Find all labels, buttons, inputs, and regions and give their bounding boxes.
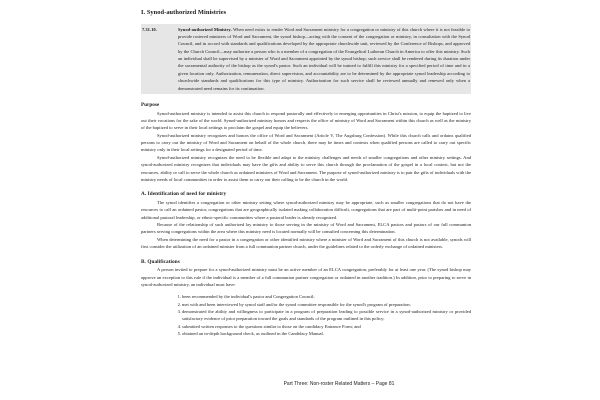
provision-text: When need exists to render Word and Sacrament ministry for a congregation or ministry of this church where it is not feasible to provide rostered ministers of Word and Sacrament, the synod bishop—acting with the consent of the congregation or ministry, in consultation with the Synod Council, and in accord with standards and qualifications developed by the appropriate churchwide unit, reviewed by the Conference of Bishops, and approved by the Church Council—may authorize a person who is a member of a congregation of the Evangelical Lutheran Church in America to offer this ministry. Such an individual shall be supervised by a minister of Word and Sacrament appointed by the synod bishop; such service shall be rendered during its duration under the sacramental authority of the bishop as the synod's pastor. Such an individual will be trained to fulfill this ministry for a specified period of time and in a given location only. Authorization, remuneration, direct supervision, and accountability are to be determined by the appropriate synod leadership according to churchwide standards and qualifications for this type of ministry. Authorization for such service shall be reviewed annually and renewed only when a demonstrated need remains for its continuation. bbox=[178, 26, 470, 91]
list-item-text: met with and been interviewed by synod staff and/or the synod committee responsible for the synod's program of preparation; bbox=[182, 301, 411, 307]
purpose-paragraph-1: Synod-authorized ministry is intended to assist this church to respond pastorally and effectively to emerging opportunities in Christ's mission, to equip the baptized to live out their vocations for the sake of the world. Synod-authorized ministry honors and respects the office of ministry of Word and Sacrament within this church as well as the ministry of the baptized to serve in their local settings to proclaim the gospel and equip the believers. bbox=[141, 110, 471, 131]
section-heading-purpose: Purpose bbox=[141, 101, 160, 108]
list-item bbox=[141, 323, 471, 330]
section-b-paragraph-1: A person invited to prepare for a synod-authorized ministry must be an active member of an ELCA congregation, preferably for at least one year. (The synod bishop may approve an exception to this rule if the individual is a member of a full communion partner congregation or ordained in another tradition.) In addition, prior to preparing to serve in synod-authorized ministry, an individual must have: bbox=[141, 267, 471, 287]
section-spacer bbox=[141, 251, 471, 259]
list-item-text: demonstrated the ability and willingness to participate in a program of preparation leading to possible service in a synod-authorized ministry or provided satisfactory evidence of prior preparation toward the goals and standards of the program outlined in this policy; bbox=[182, 309, 471, 322]
list-item-text: obtained an in-depth background check, as outlined in the Candidacy Manual. bbox=[182, 331, 324, 337]
section-heading-qualifications: B. Qualifications bbox=[141, 258, 180, 265]
page-footer bbox=[0, 381, 600, 387]
list-item-number: 5. bbox=[177, 331, 181, 337]
list-item-number: 4. bbox=[177, 323, 181, 329]
purpose-paragraph-2: Synod-authorized ministry recognizes and honors the office of Word and Sacrament (Article V, The Augsburg Confession). While this church calls and ordains qualified persons to carry out the ministry of Word and Sacrament on behalf of the whole church, there may be times and contexts when qualified persons are called to carry out specific ministry only in their local settings for a designated period of time. bbox=[141, 132, 471, 153]
provision-number: 7.31.10. bbox=[142, 26, 157, 32]
section-a-paragraph-2: Because of the relationship of such authorized lay ministry to those serving in the ministry of Word and Sacrament, ELCA pastors and pastors of our full communion partners serving congregations within the area where this ministry need is located normally will be consulted concerning this determination. bbox=[141, 222, 471, 235]
section-spacer bbox=[141, 183, 471, 191]
provision-paragraph bbox=[142, 26, 470, 92]
list-item-text: been recommended by the individual's pastor and Congregation Council; bbox=[182, 294, 315, 300]
footer-text: Part Three: Non-roster Related Matters – Page 81 bbox=[283, 381, 395, 387]
purpose-paragraph-3: Synod-authorized ministry recognizes the need to be flexible and adapt to the ministry challenges and needs of smaller congregations and other ministry settings. And synod-authorized ministry recognizes that individuals may have the gifts and ability to serve this church through the proclamation of the gospel in a local context, but not the resources, ability or call to serve the whole church as ordained ministers of Word and Sacrament. The purpose of synod-authorized ministry is to pair the gifts of individuals with the ministry needs of local communities in order to assist them to carry out their calling to be the church in the world. bbox=[141, 154, 471, 182]
list-item bbox=[141, 293, 471, 300]
section-heading-identification-of-need: A. Identification of need for ministry bbox=[141, 191, 227, 198]
list-item-text: submitted written responses to the questions similar to those on the candidacy Entrance Form; and bbox=[182, 323, 361, 329]
list-item-number: 3. bbox=[177, 309, 181, 315]
constitutional-provision-block bbox=[141, 24, 471, 94]
list-item bbox=[141, 301, 471, 308]
section-a-paragraph-1: The synod identifies a congregation or other ministry setting where synod-authorized ministry may be appropriate, such as smaller congregations that do not have the resources to call an ordained pastor, congregations that are geographically isolated making collaboration difficult, congregations that are part of multi-point parishes and in need of additional pastoral leadership, or ethnic-specific communities where a pastoral leader is already recognized. bbox=[141, 200, 471, 220]
qualifications-list bbox=[141, 293, 471, 337]
page-content bbox=[141, 9, 471, 338]
list-item bbox=[141, 330, 471, 337]
list-item-number: 2. bbox=[177, 301, 181, 307]
page-title: I. Synod-authorized Ministries bbox=[141, 9, 227, 16]
provision-lead-label: Synod-authorized Ministry. bbox=[178, 26, 232, 32]
section-a-paragraph-3: When determining the need for a pastor in a congregation or other identified ministry where a minister of Word and Sacrament of this church is not available, synods will first consider the utilization of an ordained minister from a full communion partner church, under the guidelines related to the orderly exchange of ordained ministers. bbox=[141, 236, 471, 250]
list-item bbox=[141, 308, 471, 323]
list-item-number: 1. bbox=[177, 294, 181, 300]
